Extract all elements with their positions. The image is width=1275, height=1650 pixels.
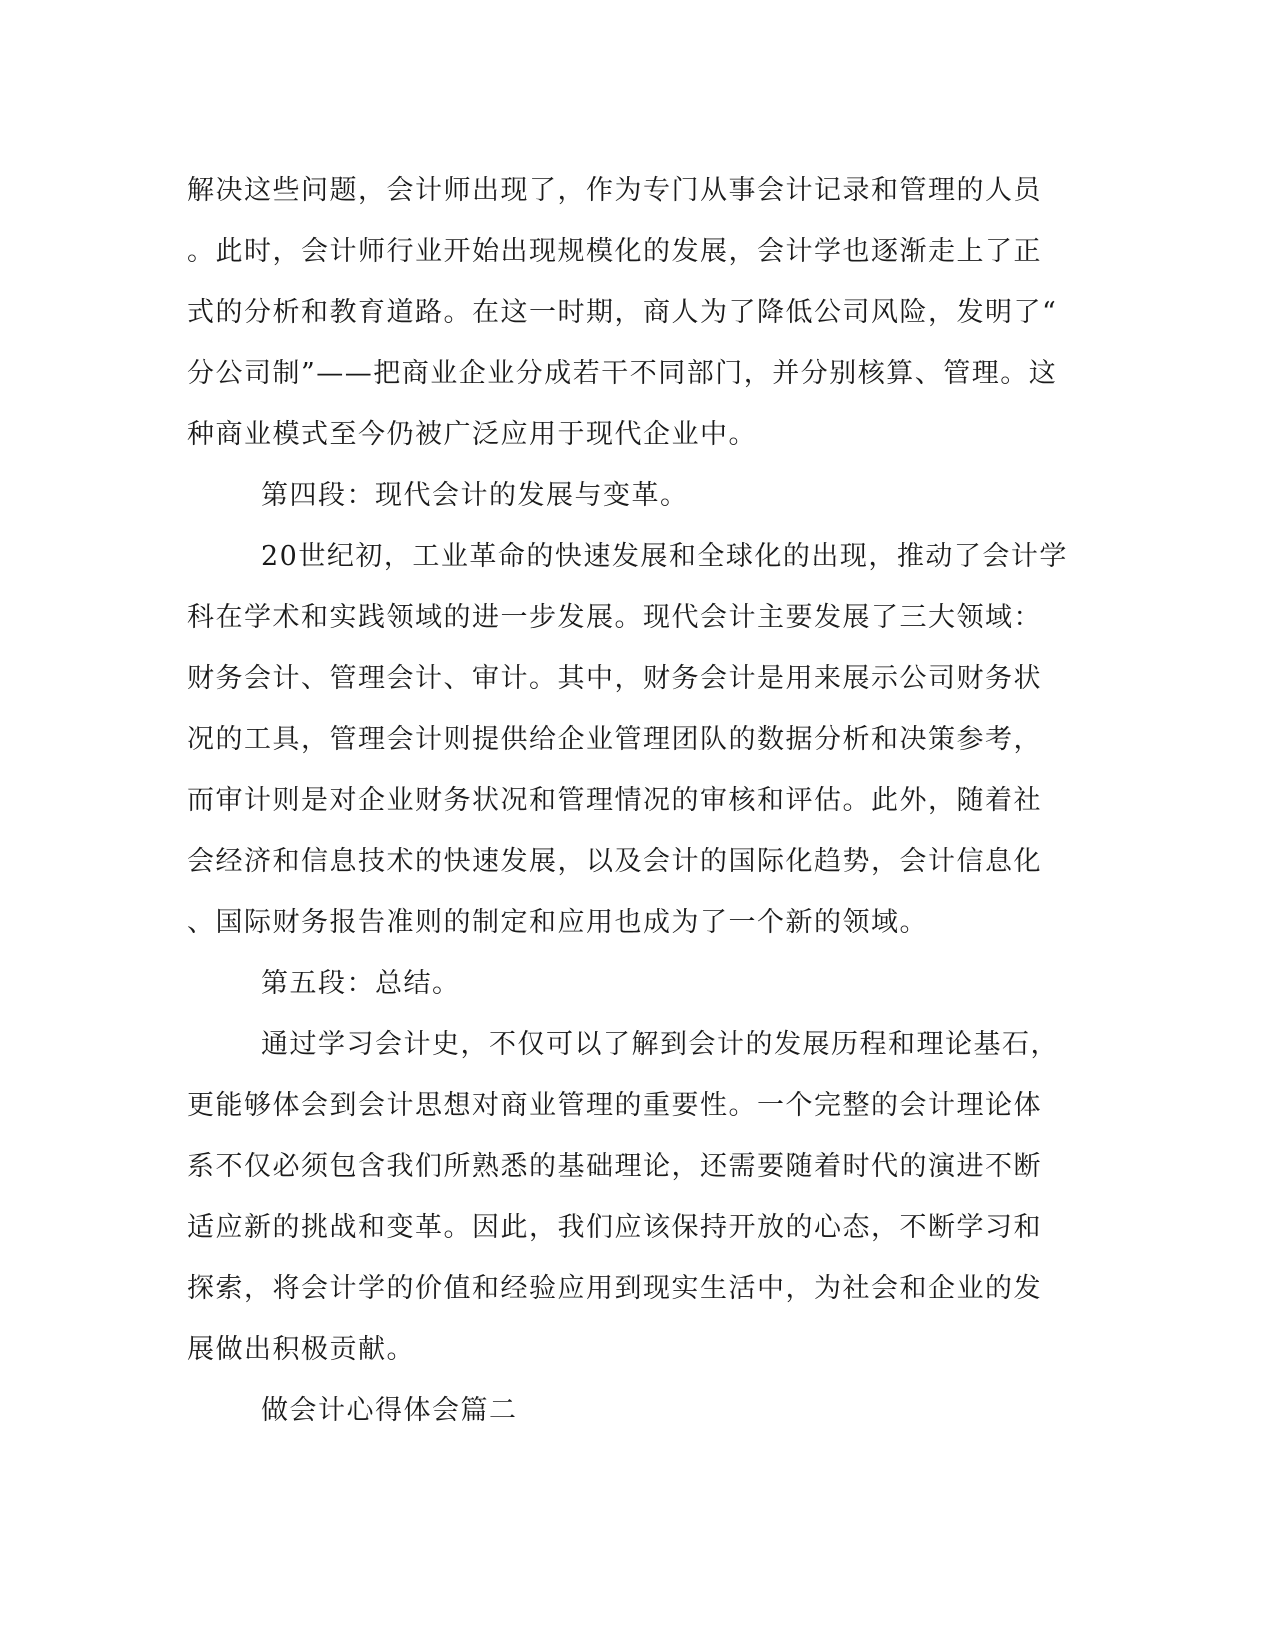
document-body xyxy=(187,160,1087,1441)
text-line: 种商业模式至今仍被广泛应用于现代企业中。 xyxy=(187,419,757,450)
text-line: 科在学术和实践领域的进一步发展。现代会计主要发展了三大领域： xyxy=(187,602,1042,633)
text-line: 解决这些问题，会计师出现了，作为专门从事会计记录和管理的人员 xyxy=(187,175,1042,206)
section-heading-4: 第四段：现代会计的发展与变革。 xyxy=(261,480,689,511)
text-line: 、国际财务报告准则的制定和应用也成为了一个新的领域。 xyxy=(187,907,928,938)
text-line: 况的工具，管理会计则提供给企业管理团队的数据分析和决策参考， xyxy=(187,724,1042,755)
text-line: 。此时，会计师行业开始出现规模化的发展，会计学也逐渐走上了正 xyxy=(187,236,1042,267)
text-line: 探索，将会计学的价值和经验应用到现实生活中，为社会和企业的发 xyxy=(187,1273,1042,1304)
section-heading-5: 第五段：总结。 xyxy=(261,968,461,999)
article-heading: 做会计心得体会篇二 xyxy=(261,1395,518,1426)
text-line: 式的分析和教育道路。在这一时期，商人为了降低公司风险，发明了“ xyxy=(187,297,1058,328)
text-line: 通过学习会计史，不仅可以了解到会计的发展历程和理论基石， xyxy=(261,1029,1059,1060)
text-line: 分公司制”——把商业企业分成若干不同部门，并分别核算、管理。这 xyxy=(187,358,1058,389)
text-line: 适应新的挑战和变革。因此，我们应该保持开放的心态，不断学习和 xyxy=(187,1212,1042,1243)
text-line: 20世纪初，工业革命的快速发展和全球化的出现，推动了会计学 xyxy=(261,541,1068,572)
text-line: 更能够体会到会计思想对商业管理的重要性。一个完整的会计理论体 xyxy=(187,1090,1042,1121)
text-line: 会经济和信息技术的快速发展，以及会计的国际化趋势，会计信息化 xyxy=(187,846,1042,877)
text-line: 而审计则是对企业财务状况和管理情况的审核和评估。此外，随着社 xyxy=(187,785,1042,816)
text-line: 财务会计、管理会计、审计。其中，财务会计是用来展示公司财务状 xyxy=(187,663,1042,694)
text-line: 展做出积极贡献。 xyxy=(187,1334,415,1365)
text-line: 系不仅必须包含我们所熟悉的基础理论，还需要随着时代的演进不断 xyxy=(187,1151,1042,1182)
